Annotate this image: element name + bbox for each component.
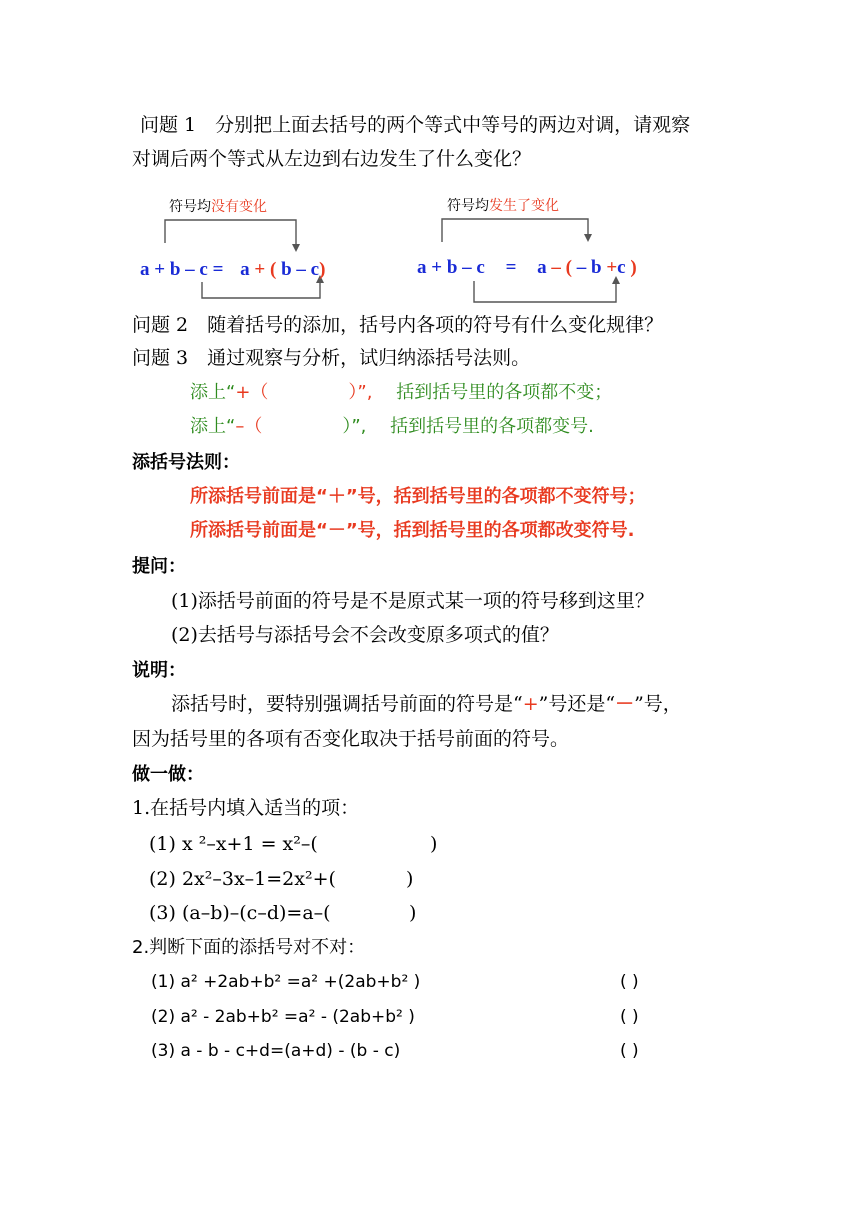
judge-item-3: (3) a - b - c+d=(a+d) - (b - c) <box>151 1041 401 1061</box>
right-eq-inner-op: + <box>606 257 618 278</box>
judge-item-1: (1) a² +2ab+b² =a² +(2ab+b² ) <box>151 972 421 992</box>
judge-item-1-blank: ( ) <box>620 972 639 992</box>
left-eq-rhs-close: ) <box>319 259 326 280</box>
judge-item-2-blank: ( ) <box>620 1007 639 1027</box>
question-2: 问题 2 随着括号的添加，括号内各项的符号有什么变化规律？ <box>132 314 664 336</box>
note-line-1 <box>171 692 682 716</box>
left-eq-lhs: a + b – c = <box>140 259 224 280</box>
fill-item-1: (1) x ²–x+1 = x²–( <box>149 833 318 855</box>
right-eq-rhs-open: ( <box>565 257 572 278</box>
fill-item-2-close: ) <box>406 868 414 890</box>
note-line-1-a: 添括号时，要特别强调括号前面的符号是“ <box>171 693 523 715</box>
right-eq-lhs: a + b – c <box>417 257 485 278</box>
left-label-prefix: 符号均 <box>169 199 211 215</box>
right-label-prefix: 符号均 <box>447 198 489 214</box>
fill-rule-plus-close: ）”, <box>348 382 373 403</box>
right-eq-inner-c: c <box>617 257 626 278</box>
fill-rule-plus <box>190 381 612 405</box>
ask-item-2: (2)去括号与添括号会不会改变原多项式的值？ <box>171 624 559 646</box>
note-line-2: 因为括号里的各项有否变化取决于括号前面的符号。 <box>132 728 570 750</box>
right-eq-rhs-op: – <box>551 257 561 278</box>
right-label-highlight: 发生了变化 <box>489 198 559 214</box>
fill-rule-minus <box>190 415 594 439</box>
rule-heading: 添括号法则： <box>132 452 240 473</box>
ask-heading: 提问： <box>132 556 186 577</box>
right-eq-sign: = <box>505 257 517 278</box>
note-plus-sign: + <box>522 693 539 715</box>
note-heading: 说明： <box>132 660 186 681</box>
practice-task-2: 2.判断下面的添括号对不对： <box>132 937 366 958</box>
note-minus-sign: － <box>615 693 635 715</box>
left-equation <box>140 258 325 282</box>
left-eq-rhs-open: ( <box>269 259 277 280</box>
left-eq-rhs-op: + <box>254 259 266 280</box>
fill-rule-minus-text: 括到括号里的各项都变号. <box>390 416 594 437</box>
fill-rule-minus-close: ）”, <box>342 416 367 437</box>
practice-task-1: 1.在括号内填入适当的项： <box>132 797 360 819</box>
right-change-label <box>447 197 559 215</box>
rule-line-1: 所添括号前面是“＋”号，括到括号里的各项都不变符号； <box>190 486 646 507</box>
fill-rule-plus-text: 括到括号里的各项都不变； <box>396 382 613 403</box>
fill-item-3: (3) (a–b)–(c–d)=a–( <box>149 902 331 924</box>
right-eq-rhs-a: a <box>537 257 547 278</box>
fill-rule-minus-pre: 添上“ <box>190 416 236 437</box>
left-change-label <box>169 198 267 216</box>
fill-item-1-close: ) <box>430 833 438 855</box>
question-3: 问题 3 通过观察与分析，试归纳添括号法则。 <box>132 347 531 369</box>
left-eq-rhs-a: a <box>240 259 250 280</box>
left-label-highlight: 没有变化 <box>211 199 267 215</box>
fill-rule-plus-pre: 添上“ <box>190 382 236 403</box>
left-eq-rhs-inner: b – c <box>281 259 320 280</box>
note-line-1-b: ”号还是“ <box>538 693 616 715</box>
rule-line-2: 所添括号前面是“－”号，括到括号里的各项都改变符号. <box>190 520 635 541</box>
fill-rule-minus-sym: –（ <box>235 416 263 437</box>
practice-heading: 做一做： <box>132 764 204 785</box>
fill-rule-plus-sym: +（ <box>235 382 269 403</box>
right-eq-rhs-close: ) <box>630 257 637 278</box>
judge-item-3-blank: ( ) <box>620 1041 639 1061</box>
right-eq-inner-a: – b <box>576 257 602 278</box>
right-equation <box>417 256 637 280</box>
question-1-line-2: 对调后两个等式从左边到右边发生了什么变化？ <box>132 148 532 170</box>
judge-item-2: (2) a² - 2ab+b² =a² - (2ab+b² ) <box>151 1007 415 1027</box>
fill-item-2: (2) 2x²–3x–1=2x²+( <box>149 868 336 890</box>
note-line-1-c: ”号， <box>634 693 682 715</box>
question-1-line-1: 问题 1 分别把上面去括号的两个等式中等号的两边对调，请观察 <box>140 114 691 136</box>
fill-item-3-close: ) <box>409 902 417 924</box>
ask-item-1: (1)添括号前面的符号是不是原式某一项的符号移到这里？ <box>171 590 654 612</box>
